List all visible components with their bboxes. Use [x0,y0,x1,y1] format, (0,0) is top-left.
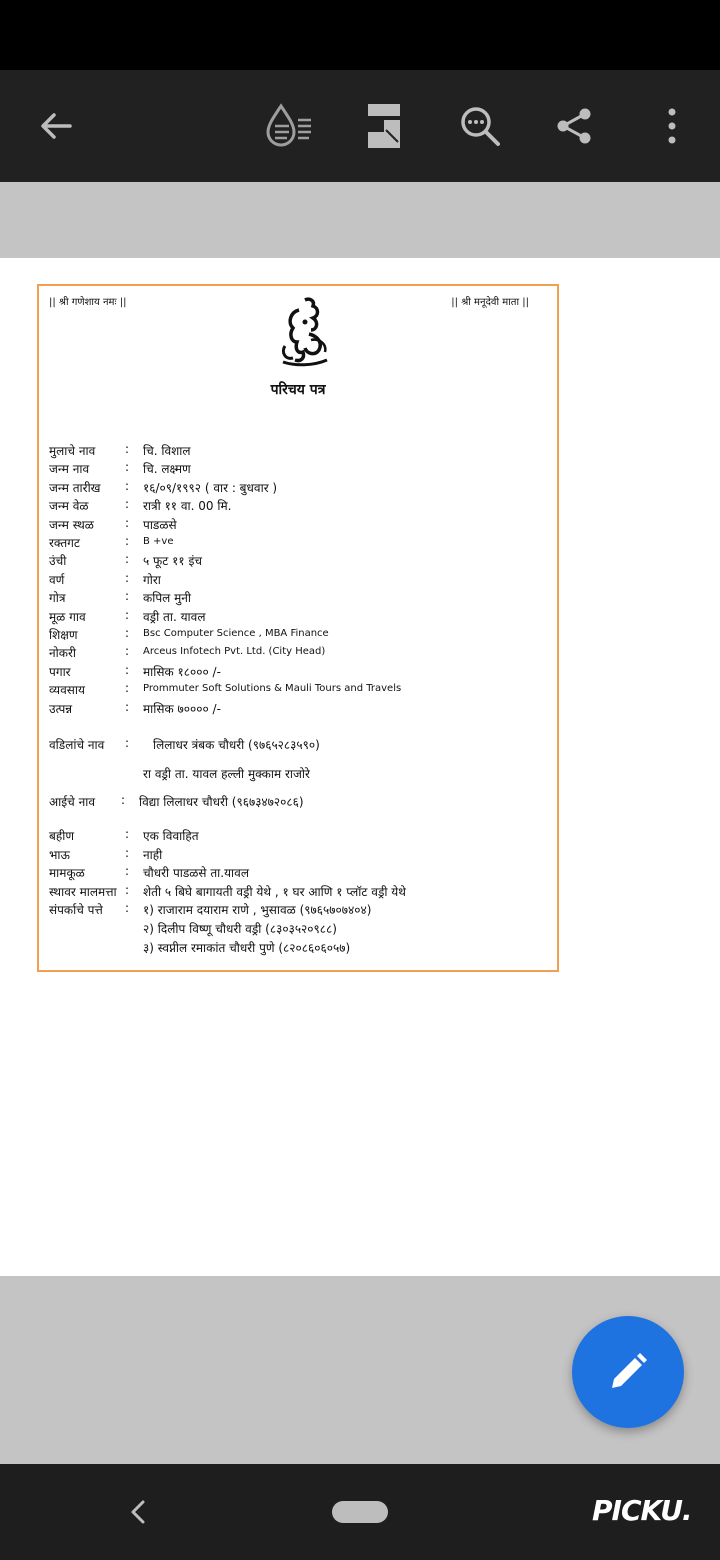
more-vert-icon[interactable] [644,98,700,154]
field-colon: : [125,626,130,640]
field-label: मामकूळ [49,866,85,880]
field-value: Arceus Infotech Pvt. Ltd. (City Head) [143,646,326,658]
field-value: चि. लक्ष्मण [143,462,191,477]
field-label: उंची [49,554,67,569]
header-left-text: || श्री गणेशाय नमः || [49,297,127,308]
contact-value: १) राजाराम दयाराम राणे , भुसावळ (९७६५७०७४०४) [143,903,372,917]
field-colon: : [125,570,130,585]
document-title: परिचय पत्र [270,382,326,398]
field-colon: : [125,644,130,659]
field-label: शिक्षण [49,628,78,642]
field-label: वर्ण [49,572,65,587]
contact-value: ३) स्वप्नील रमाकांत चौधरी पुणे (८२०८६०६०५७) [143,941,351,955]
nav-home-pill[interactable] [332,1501,388,1523]
field-label: संपर्काचे पत्ते [49,903,103,917]
field-label: आईचे नाव [49,795,96,809]
field-colon: : [125,534,130,548]
field-colon: : [125,442,130,456]
ganesha-logo-icon [275,296,333,372]
field-value: B +ve [143,536,174,547]
field-colon: : [125,589,130,604]
field-value: रात्री ११ वा. 00 मि. [143,499,232,514]
field-value: मासिक १८००० /- [143,664,221,679]
edit-fab-button[interactable] [572,1316,684,1428]
share-icon[interactable] [546,98,602,154]
field-colon: : [125,699,130,714]
field-value: रा वड्री ता. यावल हल्ली मुक्काम राजोरे [143,767,310,781]
field-colon: : [125,736,130,750]
field-value: Bsc Computer Science , MBA Finance [143,628,329,639]
field-colon: : [125,478,130,493]
field-label: वडिलांचे नाव [49,738,105,752]
search-icon[interactable] [452,98,508,154]
field-label: भाऊ [49,847,70,862]
field-value: विद्या लिलाधर चौधरी (९६७३४७२०८६) [139,795,304,809]
field-label: जन्म तारीख [49,480,101,495]
field-colon: : [125,515,130,530]
field-colon: : [125,681,130,696]
field-colon: : [125,845,130,860]
biodata-document [37,284,559,972]
field-label: जन्म नाव [49,462,90,477]
field-label: जन्म वेळ [49,499,89,514]
field-colon: : [125,864,130,878]
header-right-text: || श्री मनूदेवी माता || [451,297,529,308]
field-colon: : [125,901,130,915]
field-colon: : [121,793,126,807]
field-value: गोरा [143,572,161,587]
field-colon: : [125,607,130,622]
field-value: ५ फूट ११ इंच [143,554,202,569]
field-value: एक विवाहित [143,829,199,843]
field-colon: : [125,662,130,677]
status-bar [0,0,720,70]
field-colon: : [125,497,130,512]
field-value: नाही [143,847,163,862]
field-colon: : [125,552,130,567]
picku-watermark: PICKU. [592,1494,692,1527]
field-label: पगार [49,664,71,679]
field-value: लिलाधर त्रंबक चौधरी (९७६५२८३५९०) [153,738,320,752]
field-label: गोत्र [49,591,66,606]
field-value: मासिक ७०००० /- [143,701,221,716]
field-colon: : [125,460,130,475]
edit-pencil-icon [604,1348,652,1396]
page-layout-icon[interactable] [356,98,412,154]
field-colon: : [125,827,130,841]
field-value: वड्री ता. यावल [143,609,206,624]
field-value: चि. विशाल [143,444,191,458]
field-label: मुलाचे नाव [49,444,96,458]
field-value: पाडळसे [143,517,177,532]
ink-drop-icon[interactable] [261,98,317,154]
field-label: स्थावर मालमत्ता [49,884,117,899]
field-value: Prommuter Soft Solutions & Mauli Tours and Travels [143,683,402,695]
field-value: शेती ५ बिघे बागायती वड्री येथे , १ घर आणि १ प्लॉट वड्री येथे [143,884,406,899]
field-label: बहीण [49,829,75,843]
contact-value: २) दिलीप विष्णू चौधरी वड्री (८३०३५२०९८८) [143,922,337,936]
field-value: १६/०९/१९९२ ( वार : बुधवार ) [143,480,278,495]
field-value: चौधरी पाडळसे ता.यावल [143,866,249,880]
field-colon: : [125,882,130,897]
field-label: नोकरी [49,646,77,661]
field-label: रक्तगट [49,536,80,550]
field-label: जन्म स्थळ [49,517,94,532]
back-arrow-icon[interactable] [28,98,84,154]
field-label: मूळ गाव [49,609,86,624]
pdf-page[interactable] [0,258,720,1276]
field-label: व्यवसाय [49,683,85,698]
nav-back-icon[interactable] [118,1492,158,1532]
system-nav-bar [0,1464,720,1560]
top-toolbar [0,70,720,182]
field-value: कपिल मुनी [143,591,192,606]
field-label: उत्पन्न [49,701,73,716]
